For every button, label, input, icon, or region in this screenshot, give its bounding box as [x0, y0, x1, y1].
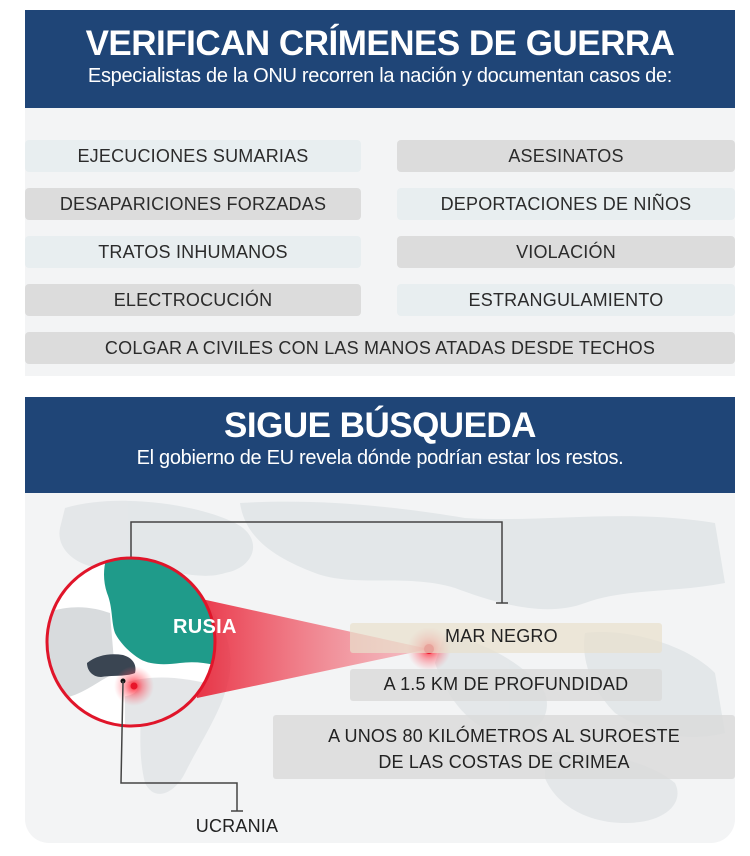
crime-item: VIOLACIÓN — [397, 236, 735, 268]
distance-label — [273, 723, 735, 775]
crime-item: ESTRANGULAMIENTO — [397, 284, 735, 316]
section-subtitle-crimes: Especialistas de la ONU recorren la nación y documentan casos de: — [87, 65, 673, 87]
ukraine-label: UCRANIA — [195, 816, 279, 836]
map-panel — [25, 493, 735, 843]
crime-item: COLGAR A CIVILES CON LAS MANOS ATADAS DESDE TECHOS — [25, 332, 735, 364]
russia-label: RUSIA — [173, 616, 237, 638]
crime-item: DEPORTACIONES DE NIÑOS — [397, 188, 735, 220]
header-banner-crimes — [25, 10, 735, 108]
crime-item: TRATOS INHUMANOS — [25, 236, 361, 268]
map-illustration — [25, 493, 735, 843]
section-title-crimes: VERIFICAN CRÍMENES DE GUERRA — [85, 24, 675, 63]
section-title-search: SIGUE BÚSQUEDA — [224, 406, 536, 445]
crime-item: EJECUCIONES SUMARIAS — [25, 140, 361, 172]
crimes-panel — [25, 108, 735, 376]
inset-marker — [131, 683, 138, 690]
crime-item: DESAPARICIONES FORZADAS — [25, 188, 361, 220]
crime-item: ASESINATOS — [397, 140, 735, 172]
distance-line1: A UNOS 80 KILÓMETROS AL SUROESTE — [328, 726, 680, 746]
crime-item: ELECTROCUCIÓN — [25, 284, 361, 316]
depth-label: A 1.5 KM DE PROFUNDIDAD — [383, 674, 629, 694]
section-subtitle-search: El gobierno de EU revela dónde podrían estar los restos. — [136, 447, 624, 469]
location-label: MAR NEGRO — [445, 626, 558, 646]
header-banner-search — [25, 397, 735, 493]
distance-line2: DE LAS COSTAS DE CRIMEA — [378, 752, 630, 772]
